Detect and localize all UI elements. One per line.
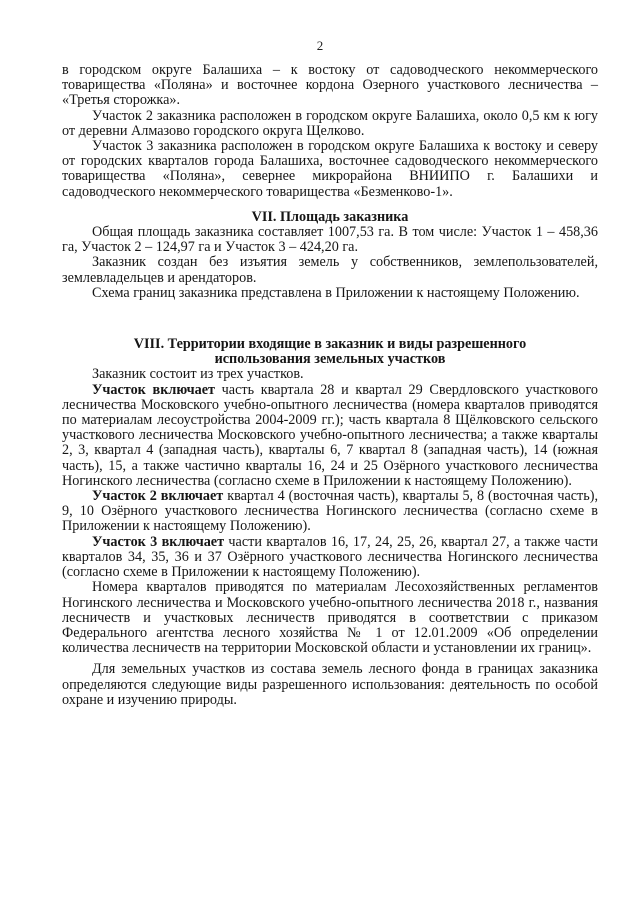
page-number: 2 <box>316 38 324 53</box>
plot-1-text: часть квартала 28 и квартал 29 Свердловского участкового лесничества Московского учебно-опытного лесничества (номера кварталов приводятся по материалам лесоустройства 2004-2009 гг.); часть квартала 8 Щёлковского сельского участкового лесничества Московского учебно-опытного лесничества; а также кварталы 2, 3, квартал 4 (западная часть), кварталы 6, 7 квартал 8 (западная часть), 14 (южная часть), 15, а также частично кварталы 16, 24 и 25 Озёрного участкового лесничества Ногинского лесничества (согласно схеме в Приложении к настоящему Положению). <box>62 381 599 489</box>
section-7-paragraph-2: Заказник создан без изъятия земель у собственников, землепользователей, землевладельцев и арендаторов. <box>62 254 598 286</box>
plot-2-lead: Участок 2 включает <box>92 488 224 505</box>
section-8-paragraph-1: Заказник состоит из трех участков. <box>92 366 304 383</box>
plot-3-text: части кварталов 16, 17, 24, 25, 26, квартал 27, а также части кварталов 34, 35, 36 и 37 Озёрного участкового лесничества Ногинского лесничества (согласно схеме в Приложении к настоящему Положению). <box>62 533 599 581</box>
section-8-paragraph-5: Номера кварталов приводятся по материалам Лесохозяйственных регламентов Ногинского лесничества и Московского учебно-опытного лесничества 2018 г., названия лесничеств и участковых лесничеств приводятся в соответствии с приказом Федерального агентства лесного хозяйства № 1 от 12.01.2009 «Об определении количества лесничеств на территории Московской области и установлении их границ». <box>62 579 598 657</box>
section-7-paragraph-3: Схема границ заказника представлена в Приложении к настоящему Положению. <box>92 284 580 301</box>
section-8-paragraph-4 <box>62 535 598 581</box>
section-8-paragraph-6: Для земельных участков из состава земель лесного фонда в границах заказника определяются следующие виды разрешенного использования: деятельность по особой охране и изучению природы. <box>62 661 598 708</box>
section-7-paragraph-1: Общая площадь заказника составляет 1007,53 га. В том числе: Участок 1 – 458,36 га, Участок 2 – 124,97 га и Участок 3 – 424,20 га. <box>62 224 598 256</box>
plot-1-lead: Участок включает <box>92 381 215 398</box>
document-body <box>62 63 598 708</box>
plot-2-text: квартал 4 (восточная часть), кварталы 5, 8 (восточная часть), 9, 10 Озёрного участкового лесничества Ногинского лесничества (согласно схеме в Приложении к настоящему Положению). <box>62 488 598 535</box>
intro-paragraph-1: в городском округе Балашиха – к востоку от садоводческого некоммерческого товарищества «Поляна» и восточнее кордона Озерного участкового лесничества – «Третья сторожка». <box>62 62 598 109</box>
section-8-paragraph-2 <box>62 383 598 489</box>
plot-3-lead: Участок 3 включает <box>92 533 225 550</box>
intro-paragraph-3: Участок 3 заказника расположен в городском округе Балашиха к востоку и северу от городских кварталов города Балашиха, восточнее садоводческого некоммерческого товарищества «Поляна», севернее микрорайона ВНИИПО г. Балашихи и садоводческого некоммерческого товарищества «Безменково-1». <box>62 138 598 200</box>
intro-paragraph-2: Участок 2 заказника расположен в городском округе Балашиха, около 0,5 км к югу от деревни Алмазово городского округа Щелково. <box>62 107 598 139</box>
section-8-title-line-2: использования земельных участков <box>214 351 446 368</box>
section-7-title: VII. Площадь заказника <box>251 208 409 225</box>
section-8-paragraph-3 <box>62 489 598 535</box>
section-8-title <box>62 337 598 367</box>
section-8-title-line-1: VIII. Территории входящие в заказник и виды разрешенного <box>133 336 527 353</box>
